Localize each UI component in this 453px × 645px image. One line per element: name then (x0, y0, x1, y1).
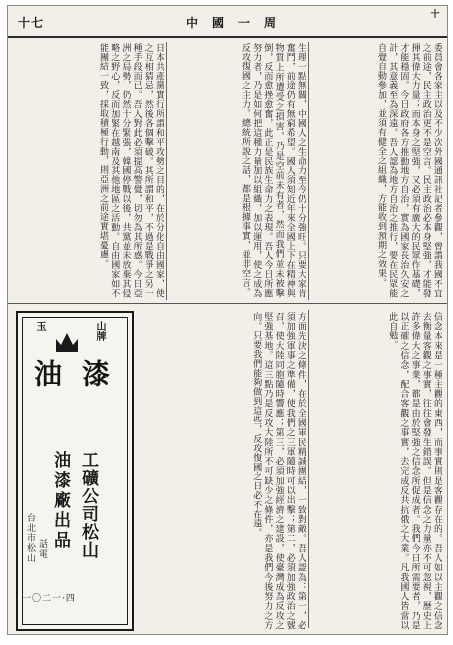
article-column-top-right: 委員會各家主以及不少次外國通訊社記者參觀，曾謂我國不宜之前途，民主政治更不是空言。民主政治必本身堅強，才能發揮其偉大力量；而本身之堅強，又必須有廣大的民眾作基礎，才能穩固。今日政府各方推動地方自治，實為國家長治久安之計，其意義至為深遠。吾人認為地方自治之推行，要在民眾能自覺自動參加，並須有健全之組織，方能收到預期之效果。 (375, 43, 442, 298)
ad-headline-left: 油 (30, 359, 63, 387)
magazine-title: 中國一周 (186, 16, 291, 30)
ad-phone-number: 一〇二一·四 (22, 594, 76, 604)
column-divider (308, 42, 309, 300)
article-column-bottom-middle: 方面先決之條件，在於全國軍民精誠團結，一致對敵。吾人認為：第一，必須加強軍事之準備，使我們之三軍隨時可以出擊；第二，必須加強政治之號召，使大陸同胞隨時響應；第三，必須加強經濟之建設，使臺灣成為反攻之堅強基地。這三點乃是反攻大陸所不可缺少之條件，亦是我們今後努力之方向。只要我們能夠做到這些，反攻復國之日必不在遠。 (251, 312, 306, 630)
column-divider (166, 42, 167, 300)
page-header (8, 6, 447, 38)
ad-brand-left: 玉 (34, 321, 45, 331)
paint-advertisement (16, 311, 134, 631)
article-column-top-middle: 生理一點無關，中國人之生命力至今仍十分強旺。只要大家肯奮鬥，前途仍有無窮希望。國人須知近年來全國上下在精神與物質上所遭受之損害，乃是空前未有者，然而我們並未被擊倒，反而愈挫愈奮，此正是民族生命力之表現。吾人今日所應努力者，乃是如何把這種力量加以組織，加以運用，使之成為反攻復國之主力。總統所說之話，都是根據事實，並非空言。 (239, 43, 306, 298)
ad-headline-right: 漆 (78, 359, 111, 387)
section-divider (8, 303, 447, 304)
ad-phone-label: 話電 (37, 539, 47, 559)
ad-brand-right: 山牌 (94, 321, 105, 341)
mountain-logo-icon (54, 331, 80, 353)
column-divider (308, 310, 309, 628)
article-column-bottom-right: 信念本來是一種主觀的東西，而事實則是客觀存在的。吾人如以主觀之信念去衡量客觀之事實，往往會發生錯誤。但是信念之力量亦不可忽視，歷史上許多偉大之事業，都是由於堅強之信念所促成者。我們今日所需要者，乃是以正確之信念，配合客觀之事實，去完成反共抗俄之大業。凡我國人皆當以此自勉。 (387, 312, 442, 630)
article-column-top-left: 日本共產黨實行所謂和平攻勢之目的，在於分化自由國家，使之互相猜忌，然後各個擊破。其所謂和平，不過是戰爭之另一種手段而已。吾人對此必須提高警覺，切勿為其所惑。今日亞洲之局勢，仍然十分緊張，韓國停戰以後，共黨並未放棄其侵略之野心，反而加緊在越南及其他地區之活動。自由國家如不能團結一致，採取積極行動，則亞洲之前途實堪憂慮。 (97, 43, 164, 298)
ad-product-line: 油漆廠出品 (50, 451, 70, 551)
header-corner-mark: 十 (430, 10, 440, 20)
ad-company-name: 工礦公司松山 (78, 451, 98, 559)
page-number: 十七 (18, 16, 45, 30)
magazine-page (7, 5, 448, 635)
ad-address: 台北市松山 (25, 513, 35, 563)
